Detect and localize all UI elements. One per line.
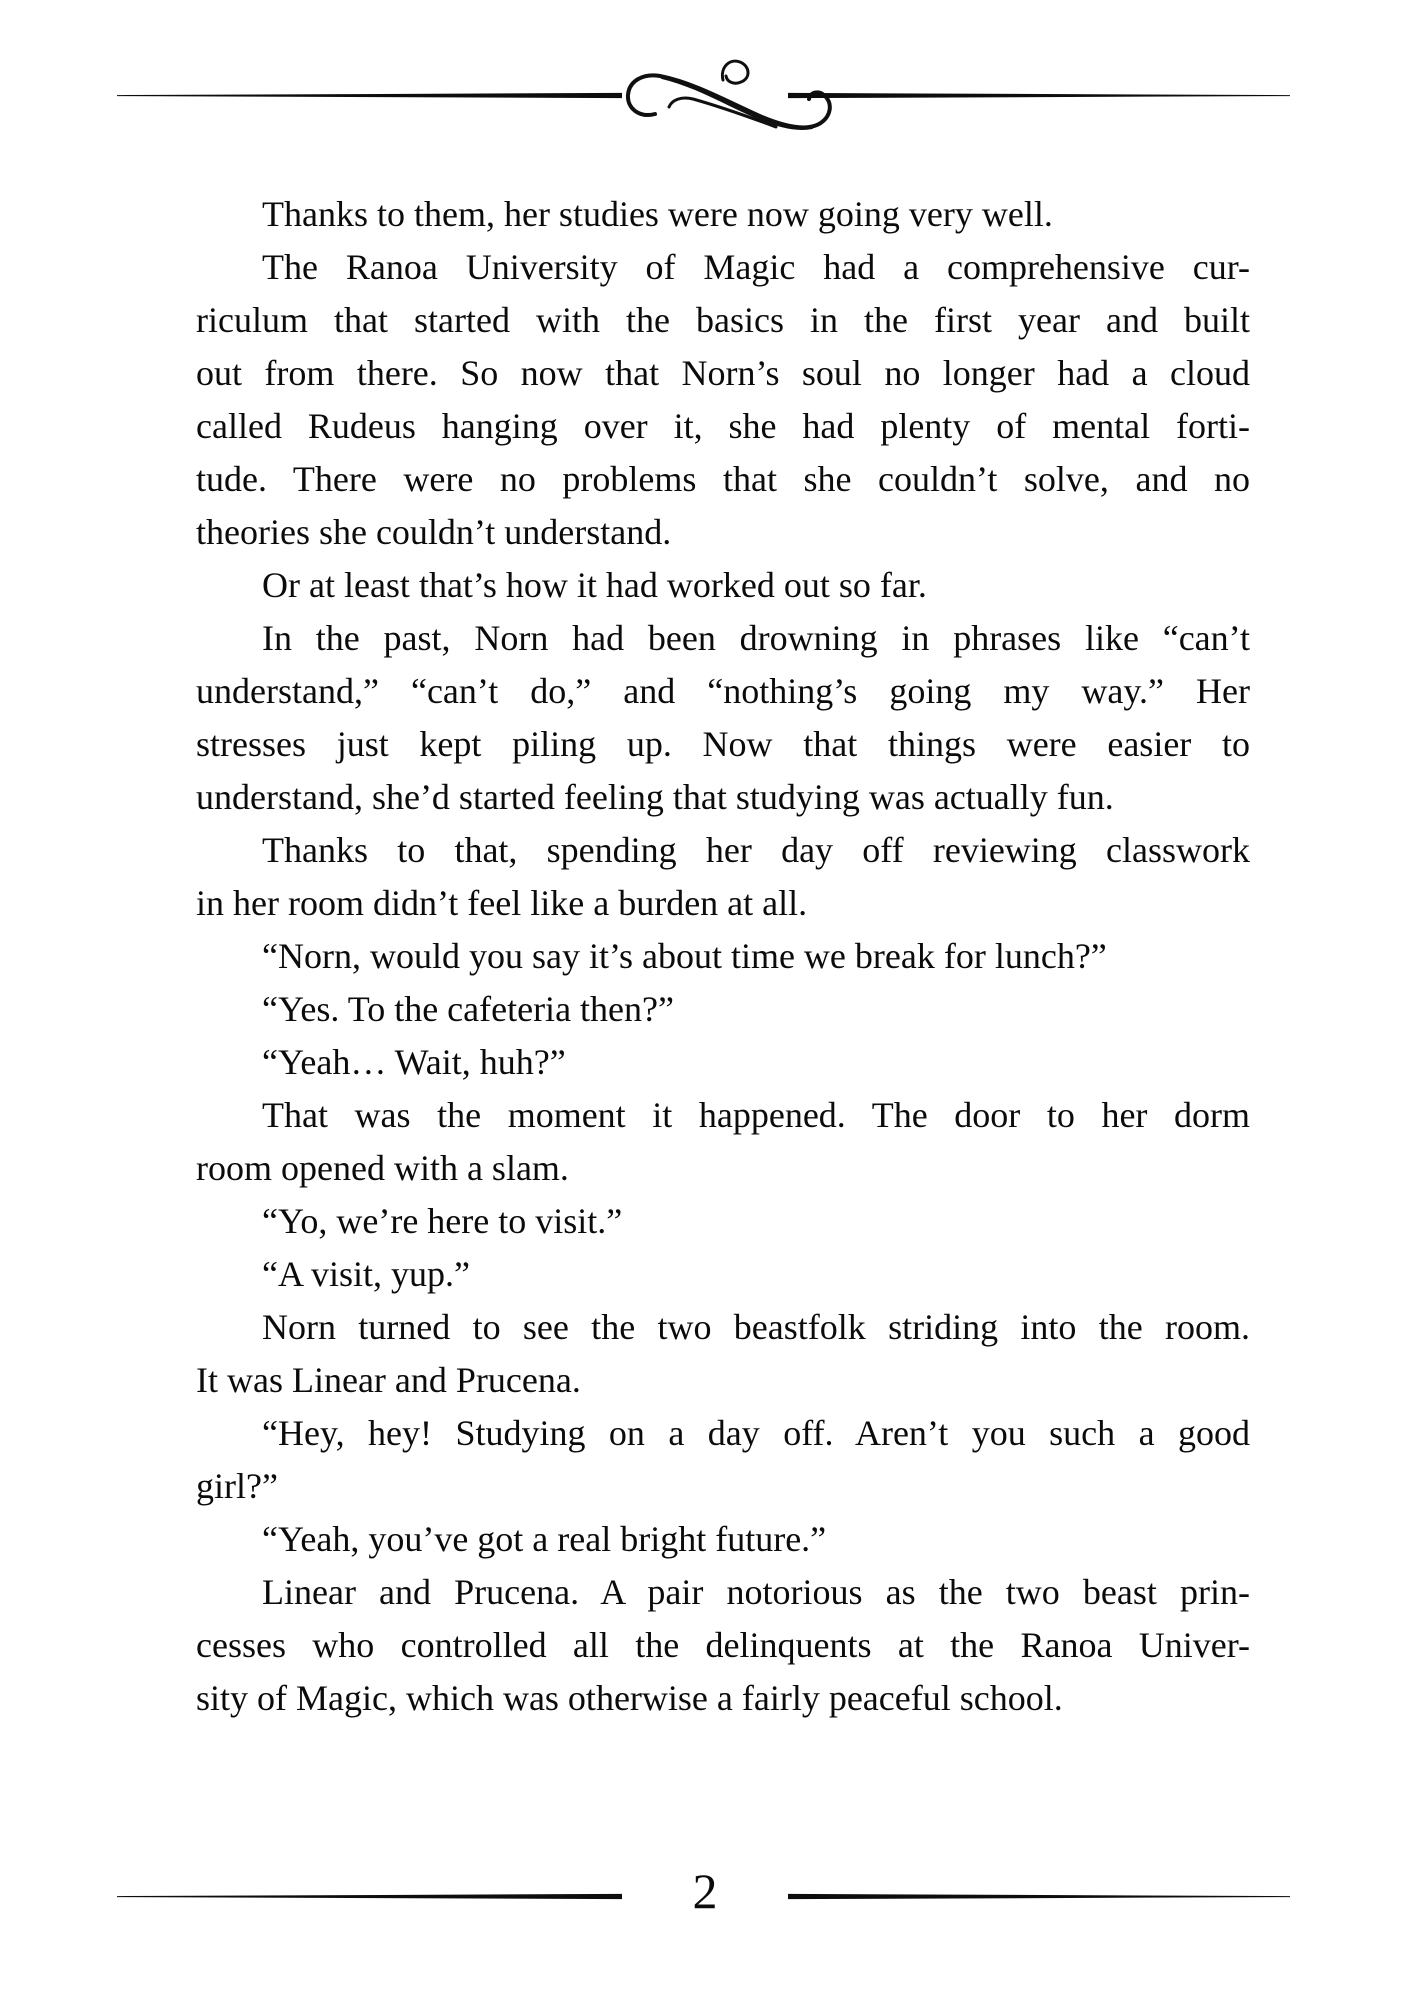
text-line: Thanks to them, her studies were now going very well. — [262, 194, 1053, 234]
text-line: riculum that started with the basics in the first year and built — [196, 300, 1250, 340]
tapered-line — [788, 92, 1290, 99]
paragraph — [196, 983, 1250, 1036]
text-line: “Yes. To the cafeteria then?” — [262, 989, 674, 1029]
text-line: tude. There were no problems that she couldn’t solve, and no — [196, 459, 1250, 499]
text-line: girl?” — [196, 1466, 278, 1506]
text-line: “Yeah… Wait, huh?” — [262, 1042, 566, 1082]
text-line: room opened with a slam. — [196, 1148, 569, 1188]
footer-right-rule — [788, 1893, 1290, 1900]
text-line: Norn turned to see the two beastfolk striding into the room. — [262, 1307, 1250, 1347]
text-line: “Yo, we’re here to visit.” — [262, 1201, 623, 1241]
text-line: “A visit, yup.” — [262, 1254, 470, 1294]
text-line: sity of Magic, which was otherwise a fairly peaceful school. — [196, 1678, 1063, 1718]
paragraph — [196, 1089, 1250, 1195]
text-line: Linear and Prucena. A pair notorious as the two beast prin- — [262, 1572, 1250, 1612]
text-line: understand, she’d started feeling that studying was actually fun. — [196, 777, 1114, 817]
text-line: stresses just kept piling up. Now that things were easier to — [196, 724, 1250, 764]
text-line: In the past, Norn had been drowning in phrases like “can’t — [262, 618, 1250, 658]
text-line: It was Linear and Prucena. — [196, 1360, 581, 1400]
text-line: in her room didn’t feel like a burden at all. — [196, 883, 808, 923]
tapered-line — [788, 1893, 1290, 1900]
text-line: Thanks to that, spending her day off reviewing classwork — [262, 830, 1250, 870]
text-line: cesses who controlled all the delinquents at the Ranoa Univer- — [196, 1625, 1250, 1665]
body-text — [196, 188, 1250, 1725]
paragraph — [196, 824, 1250, 930]
tapered-line — [117, 92, 622, 99]
text-line: “Hey, hey! Studying on a day off. Aren’t you such a good — [262, 1413, 1250, 1453]
text-line: That was the moment it happened. The door to her dorm — [262, 1095, 1250, 1135]
paragraph — [196, 1301, 1250, 1407]
footer-left-rule — [117, 1893, 622, 1900]
text-line: Or at least that’s how it had worked out so far. — [262, 565, 927, 605]
paragraph — [196, 1566, 1250, 1725]
text-line: “Yeah, you’ve got a real bright future.” — [262, 1519, 827, 1559]
paragraph — [196, 559, 1250, 612]
paragraph — [196, 1407, 1250, 1513]
header-right-rule — [788, 92, 1290, 99]
text-line: out from there. So now that Norn’s soul no longer had a cloud — [196, 353, 1250, 393]
paragraph — [196, 612, 1250, 824]
header-left-rule — [117, 92, 622, 99]
text-line: The Ranoa University of Magic had a comprehensive cur- — [262, 247, 1250, 287]
text-line: called Rudeus hanging over it, she had plenty of mental forti- — [196, 406, 1250, 446]
text-line: theories she couldn’t understand. — [196, 512, 672, 552]
tapered-line — [117, 1893, 622, 1900]
paragraph — [196, 1248, 1250, 1301]
paragraph — [196, 1195, 1250, 1248]
paragraph — [196, 930, 1250, 983]
paragraph — [196, 1513, 1250, 1566]
paragraph — [196, 241, 1250, 559]
text-line: understand,” “can’t do,” and “nothing’s going my way.” Her — [196, 671, 1250, 711]
page-number: 2 — [692, 1863, 718, 1919]
paragraph — [196, 1036, 1250, 1089]
paragraph — [196, 188, 1250, 241]
text-line: “Norn, would you say it’s about time we break for lunch?” — [262, 936, 1107, 976]
